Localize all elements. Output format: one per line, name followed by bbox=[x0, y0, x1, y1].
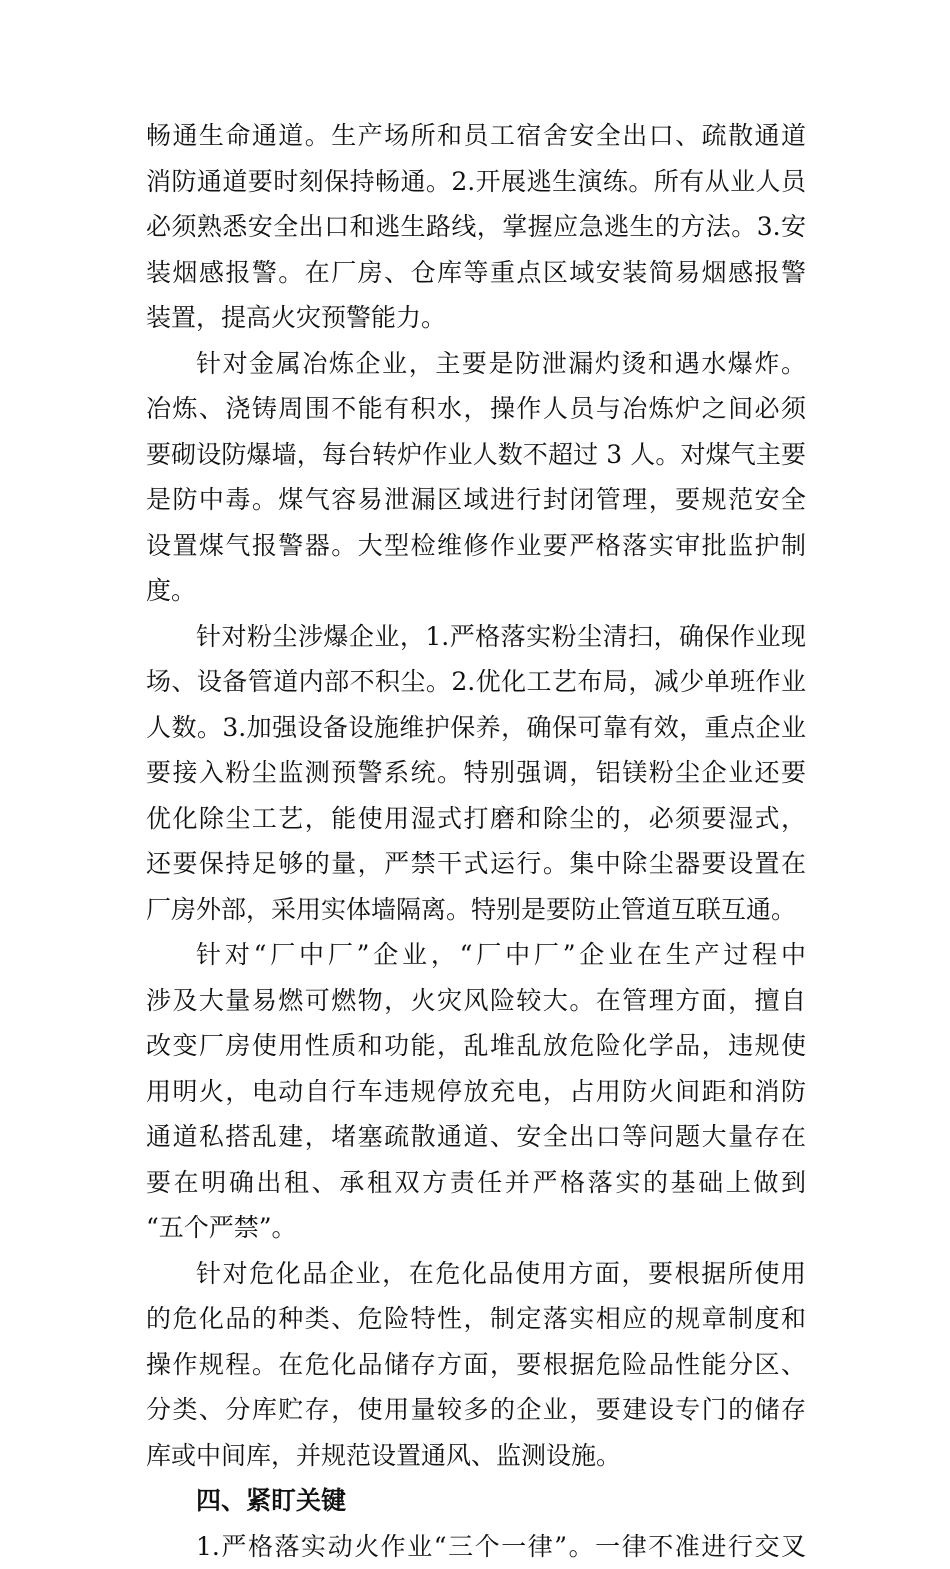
text-line: 针对“厂中厂”企业，“厂中厂”企业在生产过程中 bbox=[146, 932, 806, 978]
text-line: 改变厂房使用性质和功能，乱堆乱放危险化学品，违规使 bbox=[146, 1023, 806, 1069]
text-line: 冶炼、浇铸周围不能有积水，操作人员与冶炼炉之间必须 bbox=[146, 386, 806, 432]
text-line: 厂房外部，采用实体墙隔离。特别是要防止管道互联互通。 bbox=[146, 887, 806, 933]
text-line: 消防通道要时刻保持畅通。2.开展逃生演练。所有从业人员 bbox=[146, 159, 806, 205]
text-line: 人数。3.加强设备设施维护保养，确保可靠有效，重点企业 bbox=[146, 705, 806, 751]
text-line: 针对金属冶炼企业，主要是防泄漏灼烫和遇水爆炸。 bbox=[146, 341, 806, 387]
text-line: 是防中毒。煤气容易泄漏区域进行封闭管理，要规范安全 bbox=[146, 477, 806, 523]
text-line: 分类、分库贮存，使用量较多的企业，要建设专门的储存 bbox=[146, 1387, 806, 1433]
text-line: 针对粉尘涉爆企业，1.严格落实粉尘清扫，确保作业现 bbox=[146, 614, 806, 660]
text-line: 必须熟悉安全出口和逃生路线，掌握应急逃生的方法。3.安 bbox=[146, 204, 806, 250]
text-line: 用明火，电动自行车违规停放充电，占用防火间距和消防 bbox=[146, 1069, 806, 1115]
text-line: 场、设备管道内部不积尘。2.优化工艺布局，减少单班作业 bbox=[146, 659, 806, 705]
text-line: “五个严禁”。 bbox=[146, 1205, 806, 1251]
text-line: 要在明确出租、承租双方责任并严格落实的基础上做到 bbox=[146, 1160, 806, 1206]
document-page bbox=[146, 113, 806, 1569]
text-line: 要砌设防爆墙，每台转炉作业人数不超过 3 人。对煤气主要 bbox=[146, 432, 806, 478]
text-line: 针对危化品企业，在危化品使用方面，要根据所使用 bbox=[146, 1251, 806, 1297]
text-line: 设置煤气报警器。大型检维修作业要严格落实审批监护制 bbox=[146, 523, 806, 569]
text-line: 度。 bbox=[146, 568, 806, 614]
text-line: 库或中间库，并规范设置通风、监测设施。 bbox=[146, 1433, 806, 1479]
text-line: 操作规程。在危化品储存方面，要根据危险品性能分区、 bbox=[146, 1342, 806, 1388]
text-line: 优化除尘工艺，能使用湿式打磨和除尘的，必须要湿式， bbox=[146, 796, 806, 842]
text-line: 装烟感报警。在厂房、仓库等重点区域安装简易烟感报警 bbox=[146, 250, 806, 296]
text-line: 通道私搭乱建，堵塞疏散通道、安全出口等问题大量存在 bbox=[146, 1114, 806, 1160]
text-line: 畅通生命通道。生产场所和员工宿舍安全出口、疏散通道 bbox=[146, 113, 806, 159]
text-line: 装置，提高火灾预警能力。 bbox=[146, 295, 806, 341]
text-line: 的危化品的种类、危险特性，制定落实相应的规章制度和 bbox=[146, 1296, 806, 1342]
text-line: 涉及大量易燃可燃物，火灾风险较大。在管理方面，擅自 bbox=[146, 978, 806, 1024]
section-heading: 四、紧盯关键 bbox=[146, 1478, 806, 1524]
text-line: 1.严格落实动火作业“三个一律”。一律不准进行交叉 bbox=[146, 1524, 806, 1569]
text-line: 要接入粉尘监测预警系统。特别强调，铝镁粉尘企业还要 bbox=[146, 750, 806, 796]
text-line: 还要保持足够的量，严禁干式运行。集中除尘器要设置在 bbox=[146, 841, 806, 887]
